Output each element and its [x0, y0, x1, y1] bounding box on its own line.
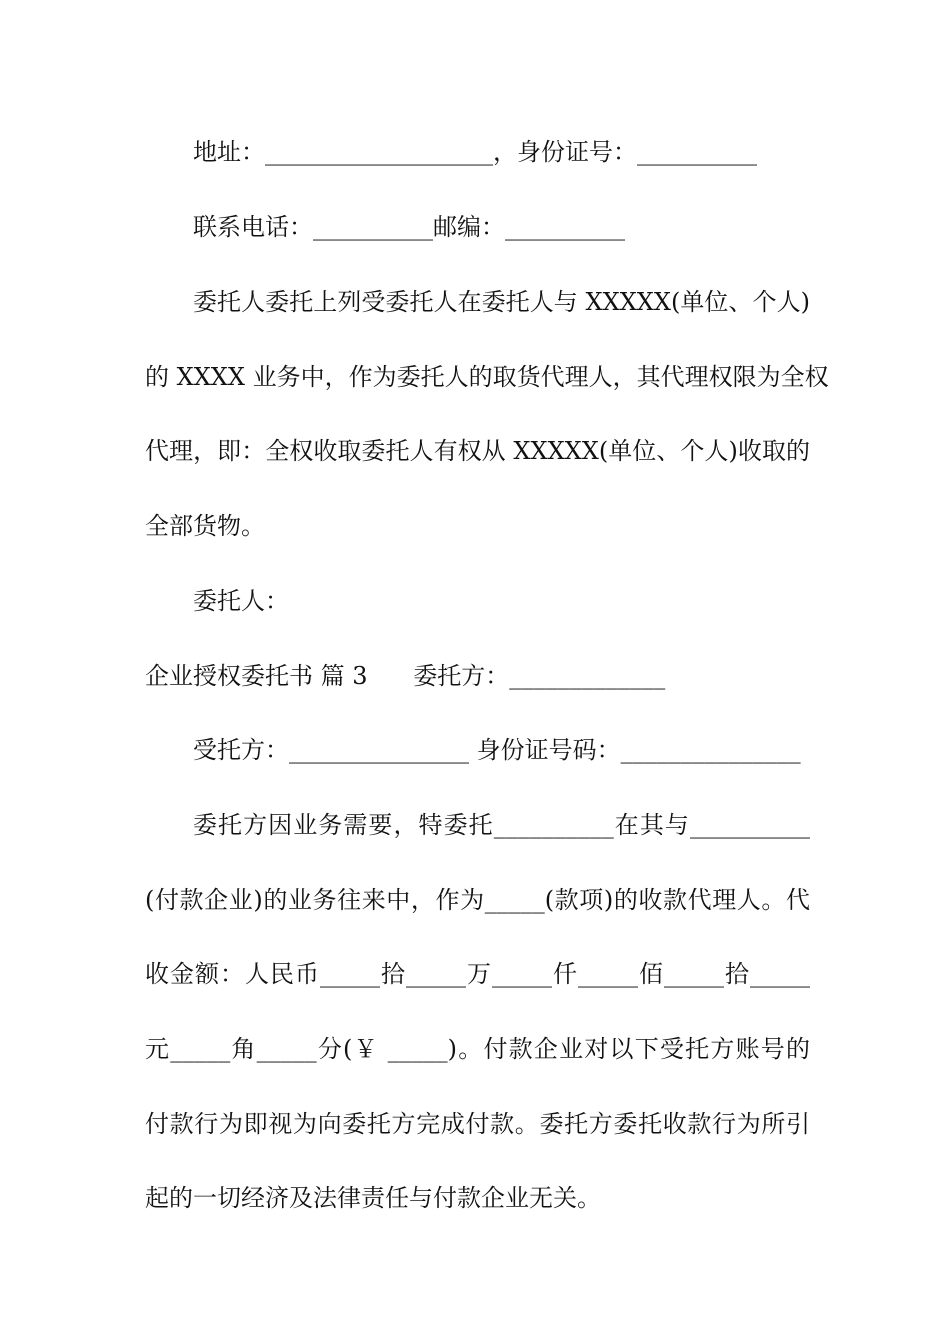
principal-label: 委托人： [193, 587, 289, 615]
trustee-id-line: 受托方：_______________ 身份证号码：_______________ [193, 736, 801, 764]
paragraph-line: 的 XXXX 业务中，作为委托人的取货代理人，其代理权限为全权 [145, 363, 829, 391]
phone-postcode-line: 联系电话：__________邮编：__________ [193, 213, 625, 241]
paragraph-line: 元_____角_____分(￥ _____)。付款企业对以下受托方账号的 [145, 1035, 810, 1063]
paragraph-line: 付款行为即视为向委托方完成付款。委托方委托收款行为所引 [145, 1110, 810, 1138]
paragraph-line: 委托人委托上列受委托人在委托人与 XXXXX(单位、个人) [193, 288, 810, 316]
paragraph-line: 委托方因业务需要，特委托__________在其与__________ [193, 811, 810, 839]
paragraph-line: (付款企业)的业务往来中，作为_____(款项)的收款代理人。代 [145, 886, 810, 914]
paragraph-line: 起的一切经济及法律责任与付款企业无关。 [145, 1184, 601, 1212]
paragraph-line: 代理，即：全权收取委托人有权从 XXXXX(单位、个人)收取的 [145, 437, 810, 465]
paragraph-line: 全部货物。 [145, 512, 265, 540]
section-heading-line: 企业授权委托书 篇 3 委托方：_____________ [145, 662, 666, 690]
address-id-line: 地址：___________________，身份证号：__________ [193, 138, 757, 166]
amount-line: 收金额：人民币_____拾_____万_____仟_____佰_____拾_____ [145, 960, 810, 988]
